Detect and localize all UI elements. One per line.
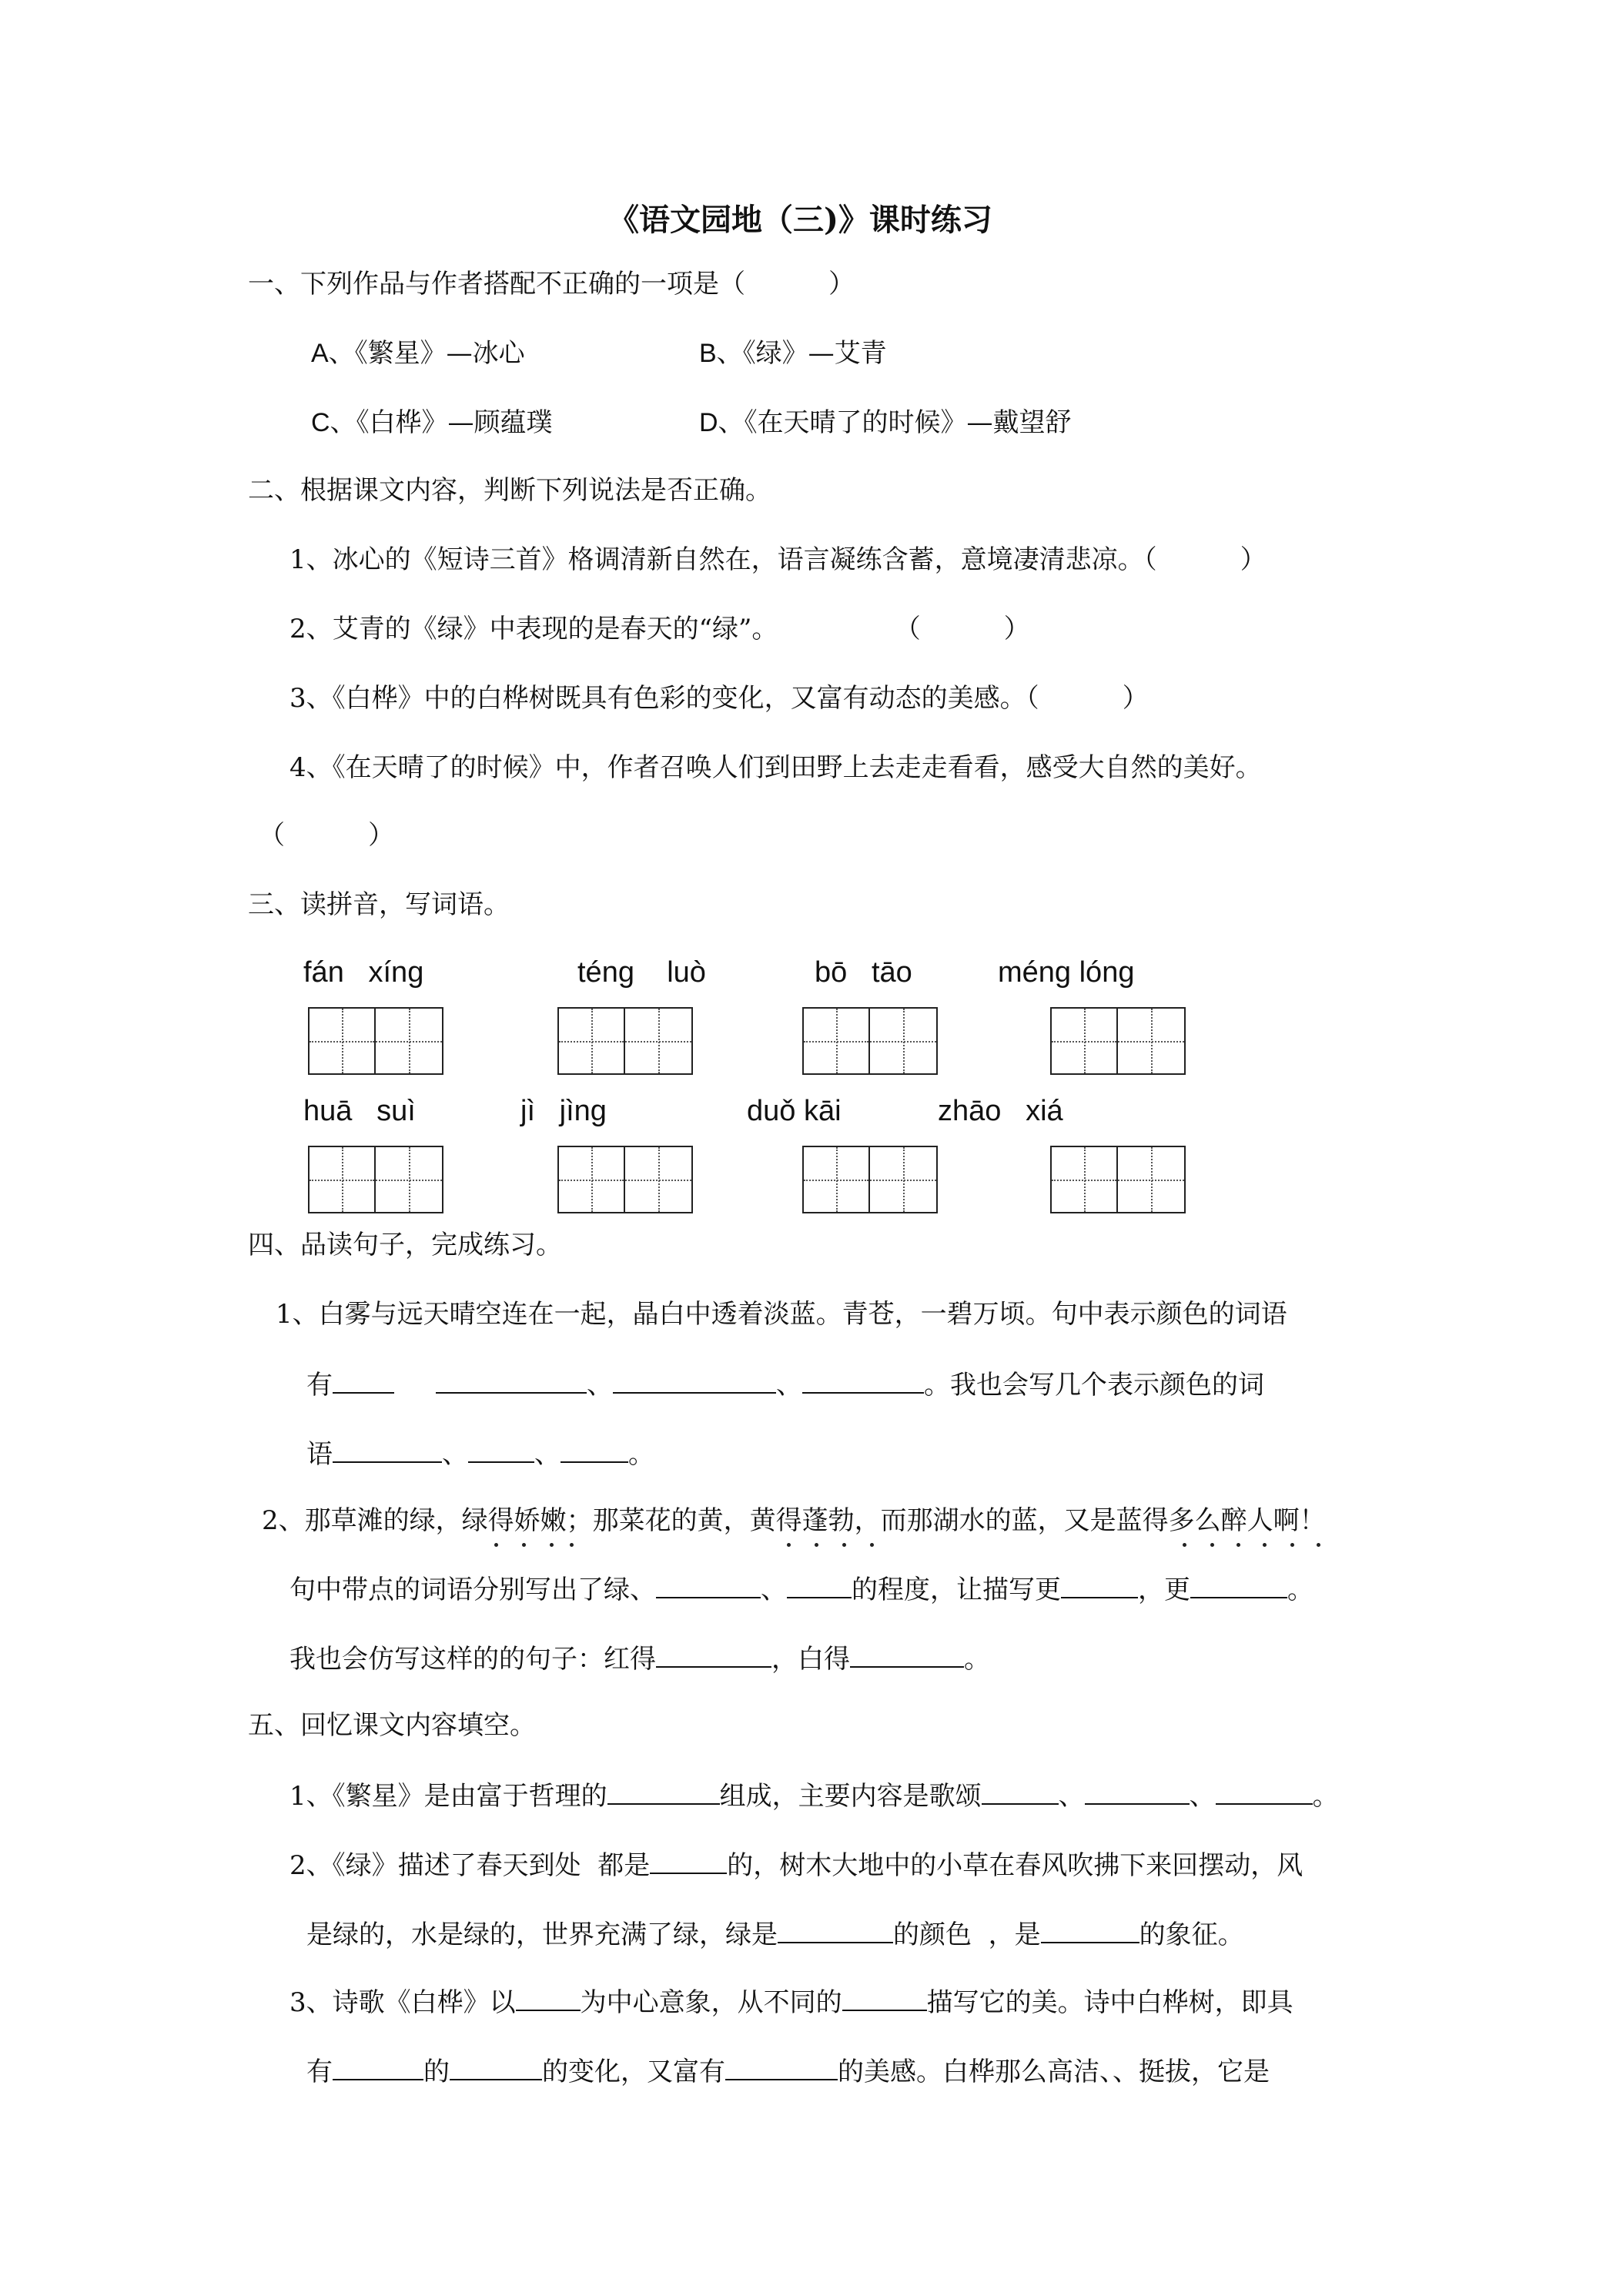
emphasis-dot — [842, 1543, 846, 1547]
blank[interactable] — [1190, 1575, 1287, 1598]
blank[interactable] — [468, 1440, 534, 1463]
writing-grid-5[interactable] — [308, 1146, 443, 1213]
blank[interactable] — [656, 1645, 771, 1668]
blank[interactable] — [436, 1371, 587, 1394]
blank[interactable] — [982, 1782, 1059, 1805]
emphasis-dot — [815, 1543, 818, 1547]
blank[interactable] — [650, 1851, 727, 1874]
blank[interactable] — [450, 2057, 542, 2080]
writing-grid-4[interactable] — [1050, 1007, 1186, 1075]
emphasis-dot — [1263, 1543, 1267, 1547]
emphasis-dot — [787, 1543, 791, 1547]
q5-item2-line2: 是绿的，水是绿的，世界充满了绿，绿是 的颜色 ，是 的象征。 — [306, 1919, 1244, 1950]
pinyin-6: jì jìng — [520, 1095, 607, 1127]
writing-grid-2[interactable] — [557, 1007, 693, 1075]
emphasis-dot — [1183, 1543, 1186, 1547]
pinyin-5: huā suì — [303, 1095, 416, 1127]
q2-heading: 二、根据课文内容，判断下列说法是否正确。 — [248, 475, 771, 506]
emphasis-dot — [1317, 1543, 1320, 1547]
blank[interactable] — [725, 2057, 838, 2080]
blank[interactable] — [656, 1575, 761, 1598]
q2-item-2: 2、艾青的《绿》中表现的是春天的“绿”。 （ ） — [289, 614, 1030, 644]
pinyin-1: fán xíng — [303, 956, 424, 989]
q1-heading: 一、下列作品与作者搭配不正确的一项是（ ） — [248, 269, 855, 300]
pinyin-2: téng luò — [577, 956, 706, 989]
blank[interactable] — [802, 1371, 924, 1394]
q5-item2-line1: 2、《绿》描述了春天到处 都是 的，树木大地中的小草在春风吹拂下来回摆动，风 — [289, 1850, 1303, 1881]
q2-item-3: 3、《白桦》中的白桦树既具有色彩的变化，又富有动态的美感。（ ） — [289, 683, 1149, 714]
blank[interactable] — [787, 1575, 852, 1598]
blank[interactable] — [516, 1988, 581, 2011]
q4-item1-line2: 有 、 、 。我也会写几个表示颜色的词 — [306, 1370, 1265, 1401]
blank[interactable] — [1216, 1782, 1313, 1805]
blank[interactable] — [842, 1988, 927, 2011]
q5-item1: 1、《繁星》是由富于哲理的 组成，主要内容是歌颂 、 、 。 — [289, 1781, 1339, 1812]
q4-item2-line3: 我也会仿写这样的的句子：红得 ，白得 。 — [289, 1644, 990, 1675]
q2-item-1: 1、冰心的《短诗三首》格调清新自然在，语言凝练含蓄，意境凄清悲凉。（ ） — [289, 544, 1267, 575]
emphasis-dot — [522, 1543, 526, 1547]
blank[interactable] — [1085, 1782, 1190, 1805]
emphasis-dot — [870, 1543, 874, 1547]
blank[interactable] — [333, 2057, 423, 2080]
q2-item-4-bracket: （ ） — [259, 820, 395, 851]
q4-item2-line2: 句中带点的词语分别写出了绿、 、 的程度，让描写更 ，更 。 — [289, 1575, 1313, 1605]
writing-grid-8[interactable] — [1050, 1146, 1186, 1213]
emphasis-dot — [1290, 1543, 1294, 1547]
q1-option-c[interactable]: C、《白桦》—顾蕴璞 — [311, 407, 553, 438]
emphasis-dot — [550, 1543, 554, 1547]
q4-item2-line1: 2、那草滩的绿，绿得娇嫩；那菜花的黄，黄得蓬勃，而那湖水的蓝，又是蓝得多么醉人啊！ — [262, 1505, 1326, 1536]
writing-grid-3[interactable] — [802, 1007, 938, 1075]
blank[interactable] — [850, 1645, 964, 1668]
blank[interactable] — [613, 1371, 776, 1394]
pinyin-8: zhāo xiá — [938, 1095, 1063, 1127]
q1-option-a[interactable]: A、《繁星》—冰心 — [311, 338, 525, 369]
emphasis-dot — [1210, 1543, 1214, 1547]
emphasis-dot — [494, 1543, 498, 1547]
pinyin-7: duǒ kāi — [747, 1095, 842, 1127]
blank[interactable] — [333, 1440, 442, 1463]
page-title: 《语文园地（三)》课时练习 — [608, 202, 992, 238]
blank[interactable] — [333, 1371, 394, 1394]
emphasis-dot — [570, 1543, 574, 1547]
writing-grid-7[interactable] — [802, 1146, 938, 1213]
blank[interactable] — [561, 1440, 628, 1463]
pinyin-4: méng lóng — [998, 956, 1135, 989]
pinyin-3: bō tāo — [815, 956, 912, 989]
blank[interactable] — [1061, 1575, 1138, 1598]
q5-heading: 五、回忆课文内容填空。 — [248, 1710, 536, 1741]
q4-heading: 四、品读句子，完成练习。 — [248, 1230, 562, 1260]
q1-option-d[interactable]: D、《在天晴了的时候》—戴望舒 — [699, 407, 1072, 438]
blank[interactable] — [607, 1782, 720, 1805]
emphasis-dot — [1236, 1543, 1240, 1547]
q4-item1-line1: 1、白雾与远天晴空连在一起，晶白中透着淡蓝。青苍，一碧万顷。句中表示颜色的词语 — [276, 1299, 1287, 1330]
blank[interactable] — [1041, 1920, 1139, 1943]
q2-item-4: 4、《在天晴了的时候》中，作者召唤人们到田野上去走走看看，感受大自然的美好。 — [289, 752, 1262, 783]
blank[interactable] — [778, 1920, 893, 1943]
q5-item3-line1: 3、诗歌《白桦》以 为中心意象，从不同的 描写它的美。诗中白桦树，即具 — [289, 1987, 1293, 2018]
q5-item3-line2: 有 的 的变化，又富有 的美感。白桦那么高洁、、挺拔，它是 — [306, 2057, 1270, 2087]
q1-option-b[interactable]: B、《绿》—艾青 — [699, 338, 887, 369]
q3-heading: 三、读拼音，写词语。 — [248, 889, 510, 920]
writing-grid-6[interactable] — [557, 1146, 693, 1213]
writing-grid-1[interactable] — [308, 1007, 443, 1075]
q4-item1-line3: 语 、 、 。 — [306, 1439, 654, 1470]
